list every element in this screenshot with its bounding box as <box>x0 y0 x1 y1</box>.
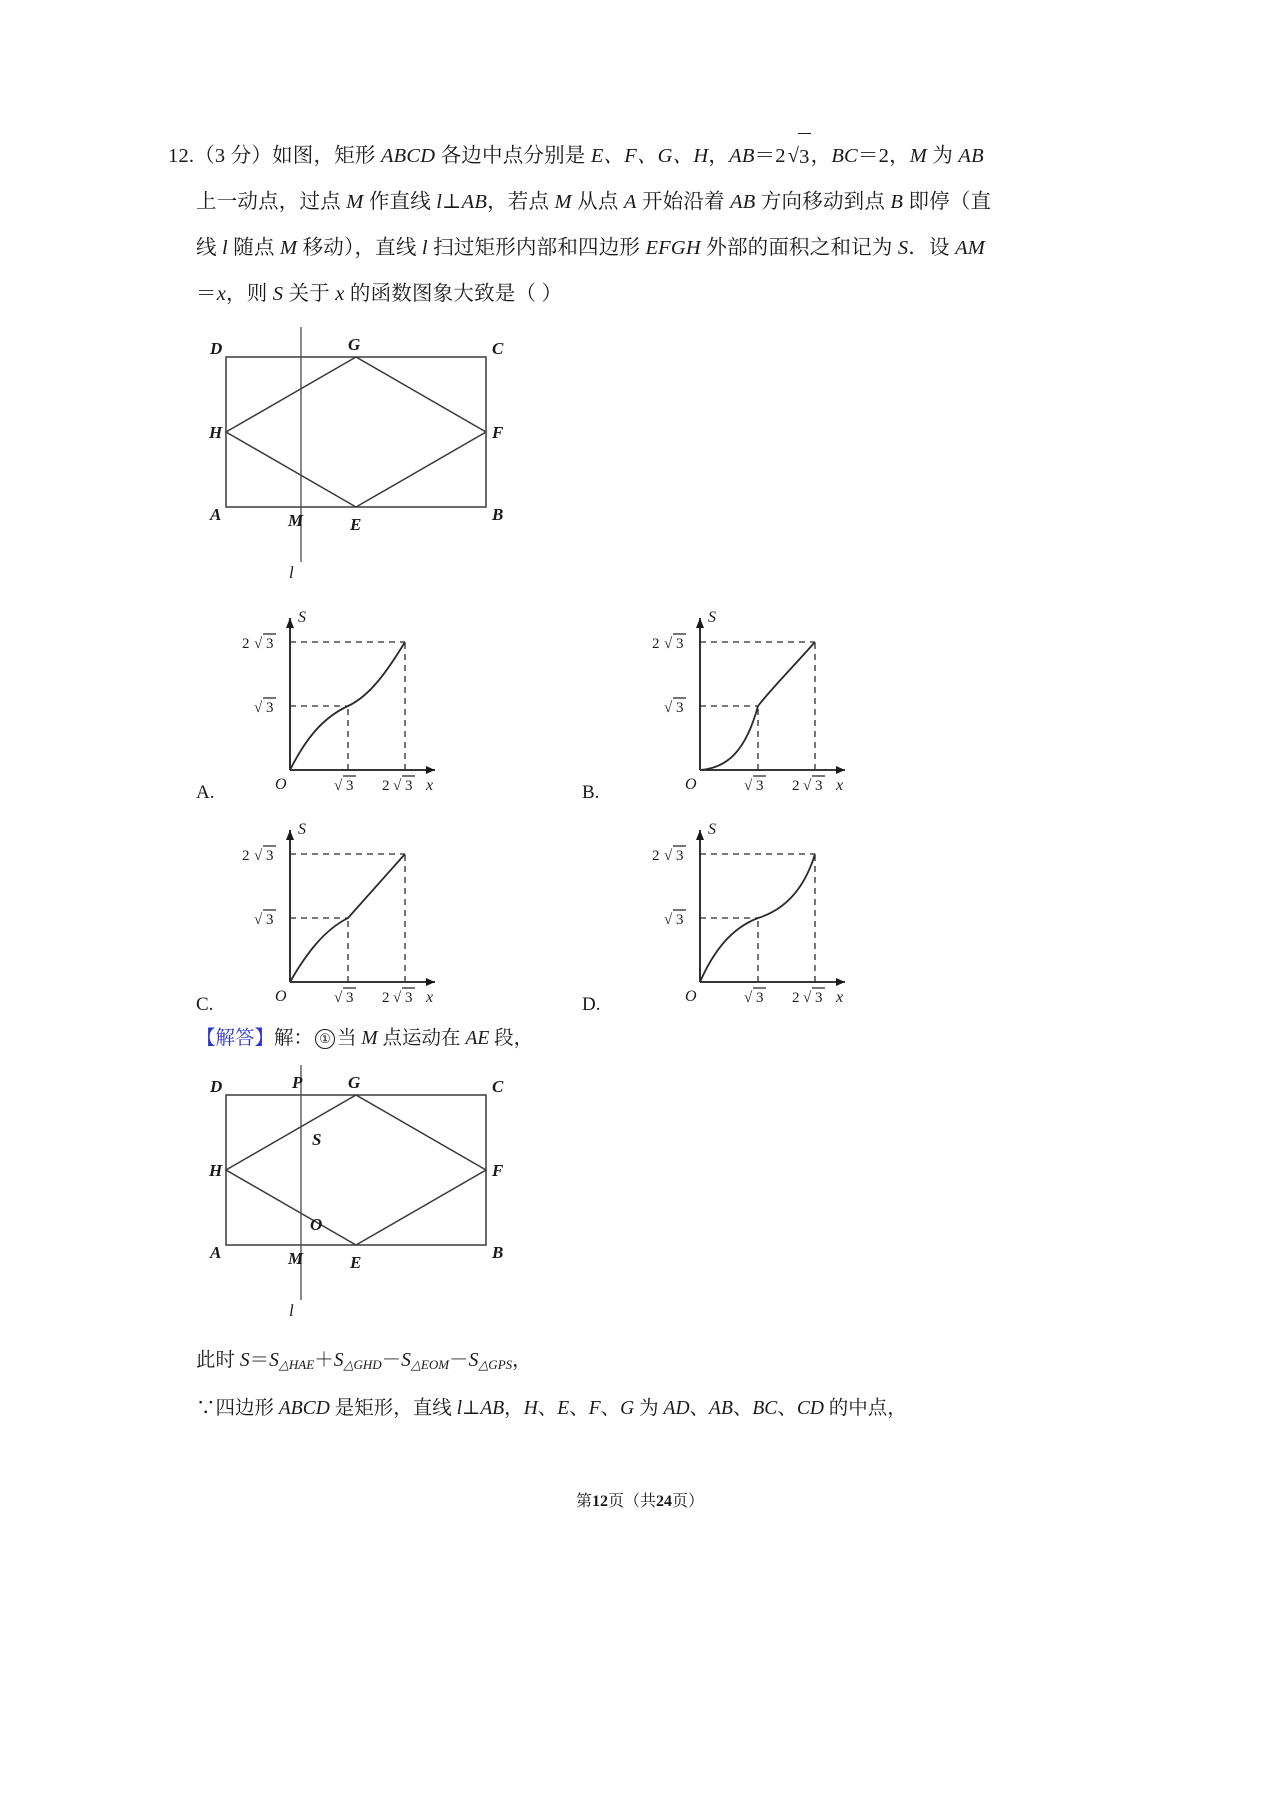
label-s-l3: S <box>897 237 909 259</box>
label-m-l2: M <box>346 191 364 213</box>
label-D: D <box>210 339 223 358</box>
option-c-chart <box>230 812 450 1006</box>
svg-text:3: 3 <box>676 700 684 716</box>
option-label-a[interactable]: A. <box>196 782 215 803</box>
option-b-chart <box>640 600 860 794</box>
text-l4-p2: ，则 <box>226 283 273 305</box>
text-l4-p4: 的函数图象大致是（ ） <box>344 283 563 305</box>
curve-b <box>700 642 815 770</box>
sol2-p5: 、 <box>537 1398 558 1419</box>
text-l3-p1: 线 <box>196 237 223 259</box>
svg-text:3: 3 <box>346 990 354 1006</box>
y-axis-label-a: S <box>298 609 306 626</box>
svg-text:√: √ <box>664 700 673 716</box>
sol2-p12: 的中点， <box>823 1398 907 1419</box>
label-x-l4b: x <box>335 283 345 305</box>
solution-line-2 <box>196 1392 907 1420</box>
sol2-abcd: ABCD <box>278 1398 330 1419</box>
sol-label-H: H <box>209 1161 223 1180</box>
option-label-b[interactable]: B. <box>582 782 600 803</box>
sol2-bc: BC <box>752 1398 778 1419</box>
option-label-d[interactable]: D. <box>582 994 601 1015</box>
x-axis-label-a: x <box>426 777 434 794</box>
xtick-high-c <box>382 988 415 1006</box>
sol1-minus2: － <box>449 1350 469 1371</box>
sol2-ab: AB <box>480 1398 505 1419</box>
circled-number-1: ① <box>315 1029 335 1049</box>
svg-text:√: √ <box>334 778 343 794</box>
sol-label-O: O <box>310 1215 323 1234</box>
sol-label-A: A <box>210 1243 222 1262</box>
svg-text:2: 2 <box>792 778 800 794</box>
label-ab: AB <box>729 145 755 167</box>
origin-label-c: O <box>275 988 287 1005</box>
sol2-cd: CD <box>796 1398 824 1419</box>
sol1-s: S <box>239 1350 250 1371</box>
svg-text:√: √ <box>254 912 263 928</box>
svg-text:√: √ <box>254 636 263 652</box>
sol1-plus: ＋ <box>314 1350 334 1371</box>
solution-line-1 <box>196 1344 532 1373</box>
svg-text:3: 3 <box>405 990 413 1006</box>
sol2-p4: ， <box>504 1398 524 1419</box>
perp-symbol: ⊥ <box>442 191 462 213</box>
label-bc: BC <box>831 145 858 167</box>
text-l2-p8: 即停（直 <box>903 191 992 213</box>
text-mid-3: ， <box>810 145 832 167</box>
svg-text:√: √ <box>254 700 263 716</box>
xtick-low-c <box>334 988 356 1006</box>
footer-mid: 页（共 <box>607 1493 656 1510</box>
sol-label-B: B <box>492 1243 504 1262</box>
ytick-high-c <box>242 846 276 864</box>
label-line-l: l <box>436 191 443 213</box>
sol-head-p1: 当 <box>337 1028 362 1049</box>
svg-text:2: 2 <box>382 778 390 794</box>
origin-label-a: O <box>275 776 287 793</box>
y-axis-label-c: S <box>298 821 306 838</box>
svg-text:√: √ <box>393 778 402 794</box>
label-A: A <box>210 505 222 524</box>
sol2-p1: ∵四边形 <box>196 1398 279 1419</box>
sqrt-symbol: √3 <box>786 132 811 179</box>
sol1-end: ， <box>512 1350 532 1371</box>
svg-text:√: √ <box>664 912 673 928</box>
ytick-high-d <box>652 846 686 864</box>
y-axis-label-b: S <box>708 609 716 626</box>
svg-text:3: 3 <box>266 912 274 928</box>
text-l3-p4: 扫过矩形内部和四边形 <box>427 237 646 259</box>
y-arrow-a <box>286 618 294 628</box>
label-G: G <box>348 335 361 354</box>
text-l2-p2: 作直线 <box>363 191 437 213</box>
x-arrow-b <box>836 766 845 774</box>
sol-label-ae: AE <box>465 1028 490 1049</box>
svg-text:√: √ <box>803 778 812 794</box>
ytick-low-c <box>254 910 276 928</box>
sol-label-P: P <box>292 1073 303 1092</box>
sol2-p2: 是矩形，直线 <box>329 1398 457 1419</box>
label-x-l4: x <box>216 283 227 305</box>
ytick-low-d <box>664 910 686 928</box>
svg-text:3: 3 <box>266 636 274 652</box>
text-l2-p4: ，若点 <box>487 191 555 213</box>
label-l-l3b: l <box>421 237 428 259</box>
y-axis-label-d: S <box>708 821 716 838</box>
x-arrow-d <box>836 978 845 986</box>
label-b-l2: B <box>890 191 904 213</box>
svg-text:2: 2 <box>652 636 660 652</box>
sol1-minus1: － <box>381 1350 402 1371</box>
svg-text:3: 3 <box>676 848 684 864</box>
solution-header <box>196 1022 533 1050</box>
ytick-low-a <box>254 698 276 716</box>
sol1-s2: S <box>333 1350 344 1371</box>
label-C: C <box>492 339 504 358</box>
sol1-s1: S <box>269 1350 279 1371</box>
option-label-c[interactable]: C. <box>196 994 214 1015</box>
sol-label-l: l <box>289 1301 294 1320</box>
svg-text:3: 3 <box>676 636 684 652</box>
svg-text:3: 3 <box>756 778 764 794</box>
question-block <box>168 132 992 317</box>
label-l-main: l <box>289 563 294 582</box>
label-efgh-l3: EFGH <box>645 237 701 259</box>
label-abcd: ABCD <box>380 145 436 167</box>
sol2-f: F <box>588 1398 601 1419</box>
sol2-p10: 、 <box>732 1398 753 1419</box>
ytick-low-b <box>664 698 686 716</box>
origin-label-b: O <box>685 776 697 793</box>
origin-label-d: O <box>685 988 697 1005</box>
svg-text:3: 3 <box>756 990 764 1006</box>
sol1-eq: ＝ <box>249 1350 270 1371</box>
svg-text:2: 2 <box>382 990 390 1006</box>
sol2-ad: AD <box>663 1398 690 1419</box>
svg-text:√: √ <box>664 848 673 864</box>
label-a-l2: A <box>623 191 637 213</box>
footer-prefix: 第 <box>575 1493 592 1510</box>
label-efgh-points: E、F、G、H <box>590 145 709 167</box>
eq-2b: ＝2， <box>857 145 910 167</box>
svg-text:√: √ <box>803 990 812 1006</box>
sol2-p11: 、 <box>777 1398 797 1419</box>
label-H: H <box>209 423 223 442</box>
sol1-s3: S <box>401 1350 411 1371</box>
sol-label-S: S <box>312 1130 322 1149</box>
svg-text:2: 2 <box>242 636 250 652</box>
text-l3-p3: 移动），直线 <box>297 237 422 259</box>
curve-c <box>290 854 405 982</box>
sol2-e: E <box>557 1398 570 1419</box>
text-mid-2: ， <box>708 145 730 167</box>
sol2-p6: 、 <box>569 1398 589 1419</box>
sol2-p9: 、 <box>689 1398 710 1419</box>
text-tail-1: 为 <box>927 145 959 167</box>
x-axis-label-c: x <box>426 989 434 1006</box>
svg-text:3: 3 <box>405 778 413 794</box>
label-ab-l2c: AB <box>730 191 756 213</box>
svg-text:3: 3 <box>676 912 684 928</box>
label-F: F <box>492 423 504 442</box>
svg-text:√: √ <box>664 636 673 652</box>
xtick-low-a <box>334 776 356 794</box>
sol1-s4: S <box>468 1350 479 1371</box>
x-arrow-a <box>426 766 435 774</box>
xtick-high-a <box>382 776 415 794</box>
sol2-p7: 、 <box>600 1398 621 1419</box>
sol-label-E: E <box>350 1253 362 1272</box>
text-l4-p1: ＝ <box>196 283 217 305</box>
sol2-g: G <box>620 1398 635 1419</box>
y-arrow-c <box>286 830 294 840</box>
xtick-high-b <box>792 776 825 794</box>
sol-head-p2: 点运动在 <box>377 1028 466 1049</box>
footer-page-number: 12 <box>591 1493 608 1510</box>
label-E: E <box>350 515 362 534</box>
label-am-l3: AM <box>955 237 986 259</box>
text-l2-p7: 方向移动到点 <box>755 191 891 213</box>
sol-label-m: M <box>361 1028 378 1049</box>
sol2-h: H <box>523 1398 538 1419</box>
sol1-sub3: △EOM <box>410 1357 450 1372</box>
text-l3-p5: 外部的面积之和记为 <box>700 237 898 259</box>
label-ab-l2: AB <box>461 191 488 213</box>
xtick-low-d <box>744 988 766 1006</box>
text-l2-p1: 上一动点，过点 <box>196 191 347 213</box>
label-l-l3: l <box>222 237 228 259</box>
x-axis-label-b: x <box>836 777 844 794</box>
footer-suffix: 页） <box>672 1493 705 1510</box>
x-axis-label-d: x <box>836 989 844 1006</box>
svg-text:2: 2 <box>242 848 250 864</box>
sol1-sub1: △HAE <box>278 1357 315 1372</box>
x-arrow-c <box>426 978 435 986</box>
text-mid-1: 各边中点分别是 <box>435 145 591 167</box>
solution-bracket-label: 【解答】 <box>196 1028 275 1049</box>
curve-a <box>290 642 405 770</box>
eq-2: ＝2 <box>754 145 786 167</box>
solution-geometry-figure <box>196 1060 536 1325</box>
svg-text:√: √ <box>334 990 343 1006</box>
text-l2-p5: 从点 <box>571 191 624 213</box>
svg-text:3: 3 <box>266 848 274 864</box>
text-l3-p2: 随点 <box>227 237 280 259</box>
y-arrow-d <box>696 830 704 840</box>
question-line-4 <box>168 271 978 317</box>
sol-label-F: F <box>492 1161 504 1180</box>
question-line-2 <box>168 179 992 225</box>
svg-text:√: √ <box>254 848 263 864</box>
svg-text:√: √ <box>744 990 753 1006</box>
label-m-l3: M <box>280 237 298 259</box>
svg-text:3: 3 <box>266 700 274 716</box>
text-l4-p3: 关于 <box>283 283 336 305</box>
sol-label-D: D <box>210 1077 223 1096</box>
label-ab-2: AB <box>958 145 984 167</box>
main-geometry-figure <box>196 322 536 587</box>
text-l2-p6: 开始沿着 <box>636 191 731 213</box>
sol1-sub2: △GHD <box>343 1357 382 1372</box>
sol-label-C: C <box>492 1077 504 1096</box>
svg-text:√: √ <box>393 990 402 1006</box>
sol1-sub4: △GPS <box>478 1357 513 1372</box>
label-m-l2b: M <box>554 191 572 213</box>
sqrt-radicand: 3 <box>798 133 810 180</box>
label-M: M <box>288 511 304 530</box>
svg-text:3: 3 <box>815 990 823 1006</box>
question-prefix: 12.（3 分）如图，矩形 <box>168 145 381 167</box>
ytick-high-b <box>652 634 686 652</box>
svg-text:3: 3 <box>346 778 354 794</box>
xtick-high-d <box>792 988 825 1006</box>
sol2-l: l <box>456 1398 462 1419</box>
option-d-chart <box>640 812 860 1006</box>
sol1-p1: 此时 <box>196 1350 240 1371</box>
sol-head-p3: 段， <box>489 1028 534 1049</box>
ytick-high-a <box>242 634 276 652</box>
sol2-perp: ⊥ <box>462 1398 481 1419</box>
sol2-p8: 为 <box>634 1398 664 1419</box>
sol-label-M: M <box>288 1249 304 1268</box>
option-a-chart <box>230 600 450 794</box>
svg-text:2: 2 <box>652 848 660 864</box>
page-footer <box>0 1488 1280 1511</box>
y-arrow-b <box>696 618 704 628</box>
curve-d <box>700 854 815 982</box>
question-line-3 <box>168 225 986 271</box>
sol-label-G: G <box>348 1073 361 1092</box>
svg-text:√: √ <box>744 778 753 794</box>
footer-total-pages: 24 <box>656 1493 672 1510</box>
solution-prefix: 解： <box>274 1028 314 1049</box>
xtick-low-b <box>744 776 766 794</box>
sol2-ab2: AB <box>709 1398 733 1419</box>
text-l3-p6: ．设 <box>908 237 956 259</box>
label-m: M <box>909 145 928 167</box>
label-B: B <box>492 505 504 524</box>
label-s-l4: S <box>272 283 284 305</box>
question-line-1 <box>168 132 984 179</box>
svg-text:3: 3 <box>815 778 823 794</box>
svg-text:2: 2 <box>792 990 800 1006</box>
